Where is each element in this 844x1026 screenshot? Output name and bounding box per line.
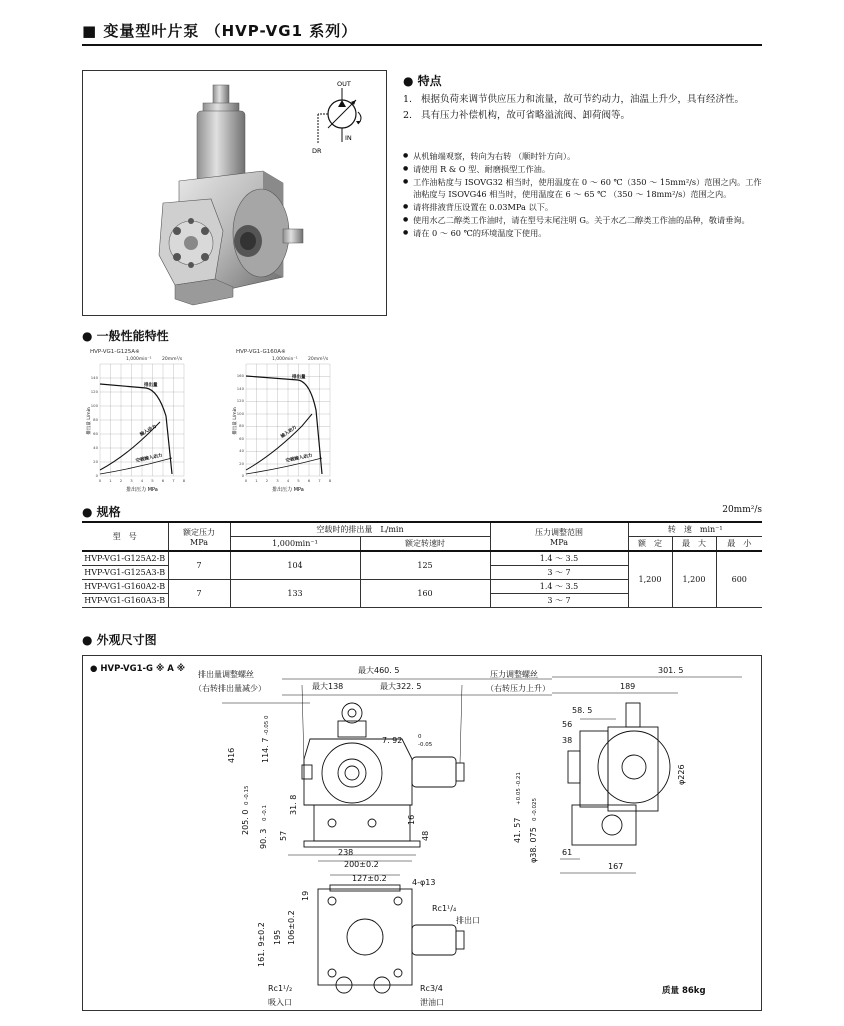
- bullet-item: ● 从机轴端观察，转向为右转 （顺时针方向）。: [403, 150, 768, 163]
- ytick: 80: [93, 417, 98, 422]
- dim-38075-tol: 0 -0.025: [532, 798, 538, 821]
- features-title: ● 特点: [403, 74, 442, 88]
- xtick: 8: [328, 478, 332, 483]
- front-view: [222, 679, 552, 855]
- cell-flow-rated: 160: [360, 580, 490, 608]
- dim-127: 127±0.2: [352, 874, 387, 883]
- outlet-label: 排出口: [456, 916, 480, 925]
- curve3-label: 空载输入动力: [135, 453, 163, 464]
- dim-max460: 最大460. 5: [358, 666, 400, 675]
- xtick: 4: [140, 478, 144, 483]
- header-model: 型 号: [82, 522, 168, 551]
- chart-sub2: 20mm²/s: [162, 357, 183, 362]
- dim-48: 48: [421, 830, 430, 841]
- chart-sub2: 20mm²/s: [308, 357, 329, 362]
- dim-38: 38: [562, 736, 573, 745]
- cell-speed-max: 1,200: [672, 551, 716, 608]
- curve2-label: 输入动力: [280, 425, 298, 440]
- cell-model: HVP-VG1-G160A3-B: [82, 594, 168, 608]
- xtick: 2: [265, 478, 269, 483]
- drain-label: 泄油口: [420, 998, 444, 1007]
- noload-power-curve: [246, 458, 322, 474]
- header-noload-flow: 空载时的排出量 L/min: [230, 522, 490, 537]
- pressure-screw-note: （右转压力上升）: [486, 684, 550, 693]
- header-speed: 转 速 min⁻¹: [628, 522, 762, 537]
- cell-flow-1000: 133: [230, 580, 360, 608]
- xtick: 7: [318, 478, 321, 483]
- xtick: 0: [244, 478, 248, 483]
- specs-table: [82, 521, 762, 608]
- dim-903-tol: 0 -0.1: [262, 805, 268, 821]
- cell-range: 3 ～ 7: [490, 594, 628, 608]
- flow-screw-label: 排出量调整螺丝: [198, 670, 254, 679]
- ytick: 120: [236, 398, 244, 403]
- dim-2050: 205. 0: [241, 809, 250, 835]
- cell-speed-min: 600: [716, 551, 762, 608]
- dim-2050-tol: 0 -0.15: [244, 785, 250, 805]
- header-speed-max: 最 大: [672, 537, 716, 552]
- feature-item: [403, 92, 768, 108]
- xtick: 4: [286, 478, 290, 483]
- dim-792: 7. 92: [382, 736, 403, 745]
- xtick: 7: [172, 478, 175, 483]
- dim-792-tol-top: 0: [418, 734, 422, 740]
- symbol-dr-label: DR: [312, 147, 322, 155]
- dim-1147: 114. 7: [261, 737, 270, 763]
- header-speed-min: 最 小: [716, 537, 762, 552]
- feature-num: 1.: [403, 94, 413, 105]
- performance-title: ● 一般性能特性: [82, 329, 169, 343]
- cell-range: 3 ～ 7: [490, 566, 628, 580]
- xtick: 1: [109, 478, 112, 483]
- dim-318: 31. 8: [289, 794, 298, 815]
- dim-model-label: ● HVP-VG1-G ※ A ※: [90, 664, 186, 674]
- title-rule: [82, 44, 762, 46]
- ytick: 140: [236, 386, 244, 391]
- dim-max138: 最大138: [312, 682, 344, 691]
- xtick: 8: [182, 478, 186, 483]
- flow-screw-note: （右转排出量减少）: [194, 684, 266, 693]
- dim-rc12: Rc1¹/₂: [268, 984, 293, 993]
- dim-416: 416: [227, 747, 236, 763]
- chart-ylabel: 排出量 L/min: [87, 407, 92, 435]
- xtick: 5: [297, 478, 300, 483]
- curve3-label: 空载输入动力: [285, 453, 313, 464]
- dim-301: 301. 5: [658, 666, 684, 675]
- chart-name: HVP-VG1-G125A※: [90, 349, 140, 355]
- hydraulic-symbol: [312, 78, 387, 158]
- ytick: 80: [239, 423, 244, 428]
- bullet-item: ● 请使用 R & O 型、耐磨损型工作油。: [403, 163, 768, 176]
- chart-sub1: 1,000min⁻¹: [126, 357, 152, 362]
- dim-holes: 4-φ13: [412, 878, 436, 887]
- cell-model: HVP-VG1-G160A2-B: [82, 580, 168, 594]
- dim-415: 41. 57: [513, 817, 522, 843]
- dim-57: 57: [279, 830, 288, 841]
- cell-flow-1000: 104: [230, 551, 360, 580]
- cell-range: 1.4 ～ 3.5: [490, 551, 628, 566]
- bullet-item: ● 请在 0 ～ 60 ℃的环境温度下使用。: [403, 227, 768, 240]
- dim-792-tol-bot: -0.05: [418, 742, 433, 748]
- xtick: 2: [119, 478, 123, 483]
- input-power-curve: [246, 414, 312, 470]
- dim-max322: 最大322. 5: [380, 682, 422, 691]
- dim-189: 189: [620, 682, 636, 691]
- dim-1619: 161. 9±0.2: [257, 922, 266, 967]
- ytick: 100: [90, 403, 98, 408]
- dim-rc14: Rc1¹/₄: [432, 904, 457, 913]
- header-flow-1000: 1,000min⁻¹: [230, 537, 360, 552]
- flow-curve: [246, 376, 322, 474]
- xtick: 0: [98, 478, 102, 483]
- chart-name: HVP-VG1-G160A※: [236, 349, 286, 355]
- specs-viscosity-note: 20mm²/s: [722, 505, 762, 515]
- cell-pressure: 7: [168, 580, 230, 608]
- ytick: 40: [239, 448, 244, 453]
- ytick: 0: [95, 473, 98, 478]
- dim-195: 195: [273, 929, 282, 945]
- dim-1062: 106±0.2: [287, 910, 296, 945]
- performance-chart-g160: [232, 346, 344, 496]
- xtick: 3: [130, 478, 133, 483]
- dimensions-title: ● 外观尺寸图: [82, 633, 157, 647]
- chart-xlabel: 排出压力 MPa: [272, 487, 304, 493]
- specs-title: ● 规格: [82, 505, 121, 519]
- dim-38075: φ38. 075: [529, 827, 538, 863]
- header-rated-pressure: 额定压力 MPa: [168, 522, 230, 551]
- dim-238: 238: [338, 848, 354, 857]
- feature-item: [403, 108, 768, 124]
- dim-903: 90. 3: [259, 828, 268, 849]
- page-title: ■ 变量型叶片泵 （HVP-VG1 系列）: [82, 22, 358, 40]
- dim-56: 56: [562, 720, 573, 729]
- pressure-screw-label: 压力调整螺丝: [490, 670, 538, 679]
- features-numbered-list: [403, 92, 768, 124]
- dim-16: 16: [407, 814, 416, 825]
- dim-rc34: Rc3/4: [420, 984, 443, 993]
- cell-model: HVP-VG1-G125A2-B: [82, 551, 168, 566]
- table-row: [82, 551, 762, 566]
- curve1-label: 排出量: [144, 383, 158, 388]
- xtick: 1: [255, 478, 258, 483]
- xtick: 5: [151, 478, 154, 483]
- chart-ylabel: 排出量 L/min: [233, 407, 238, 435]
- symbol-out-label: OUT: [337, 80, 351, 88]
- cell-model: HVP-VG1-G125A3-B: [82, 566, 168, 580]
- ytick: 20: [239, 461, 244, 466]
- header-speed-rated: 额 定: [628, 537, 672, 552]
- cell-range: 1.4 ～ 3.5: [490, 580, 628, 594]
- dim-61: 61: [562, 848, 573, 857]
- feature-text: 根据负荷来调节供应压力和流量，故可节约动力，油温上升少，具有经济性。: [421, 94, 745, 105]
- symbol-in-label: IN: [345, 134, 352, 142]
- dim-415-tol: +0.05 -0.21: [516, 772, 522, 805]
- xtick: 6: [161, 478, 165, 483]
- ytick: 60: [93, 431, 98, 436]
- xtick: 6: [307, 478, 311, 483]
- bullet-item: ● 工作油粘度与 ISOVG32 相当时，使用温度在 0 ～ 60 ℃（350 ～ 15mm²/s）范围之内。工作油粘度与 ISOVG46 相当时，使用温度在 6 ～ 65 ℃ （350 ～ 18mm²/s）范围之内。: [403, 176, 768, 202]
- ytick: 160: [236, 373, 244, 378]
- ytick: 20: [93, 459, 98, 464]
- chart-sub1: 1,000min⁻¹: [272, 357, 298, 362]
- performance-chart-g125: [86, 346, 196, 496]
- bullet-item: ● 请将排液背压设置在 0.03MPa 以下。: [403, 201, 768, 214]
- bottom-view: [318, 861, 464, 993]
- ytick: 60: [239, 436, 244, 441]
- feature-num: 2.: [403, 110, 413, 121]
- ytick: 140: [90, 375, 98, 380]
- dim-58: 58. 5: [572, 706, 593, 715]
- ytick: 40: [93, 445, 98, 450]
- cell-speed-rated: 1,200: [628, 551, 672, 608]
- dim-19: 19: [301, 890, 310, 901]
- features-bullet-list: [403, 150, 768, 240]
- ytick: 100: [236, 411, 244, 416]
- dimension-drawing: [82, 655, 762, 1011]
- ytick: 0: [241, 473, 244, 478]
- ytick: 120: [90, 389, 98, 394]
- dim-200: 200±0.2: [344, 860, 379, 869]
- xtick: 3: [276, 478, 279, 483]
- dim-226: φ226: [677, 764, 686, 785]
- dim-1147-tol: -0.05 0: [264, 715, 270, 735]
- dim-167: 167: [608, 862, 624, 871]
- chart-xlabel: 排出压力 MPa: [126, 487, 158, 493]
- feature-text: 具有压力补偿机构，故可省略溢流阀、卸荷阀等。: [421, 110, 631, 121]
- cell-pressure: 7: [168, 551, 230, 580]
- header-pressure-range: 压力调整范围 MPa: [490, 522, 628, 551]
- curve1-label: 排出量: [292, 375, 306, 380]
- cell-flow-rated: 125: [360, 551, 490, 580]
- header-flow-rated: 额定转速时: [360, 537, 490, 552]
- bullet-item: ● 使用水乙二醇类工作油时，请在型号末尾注明 G。关于水乙二醇类工作油的品种，敬请垂询。: [403, 214, 768, 227]
- inlet-label: 吸入口: [268, 998, 292, 1007]
- curve2-label: 输入动力: [139, 424, 158, 438]
- mass-label: 质量 86kg: [662, 986, 706, 996]
